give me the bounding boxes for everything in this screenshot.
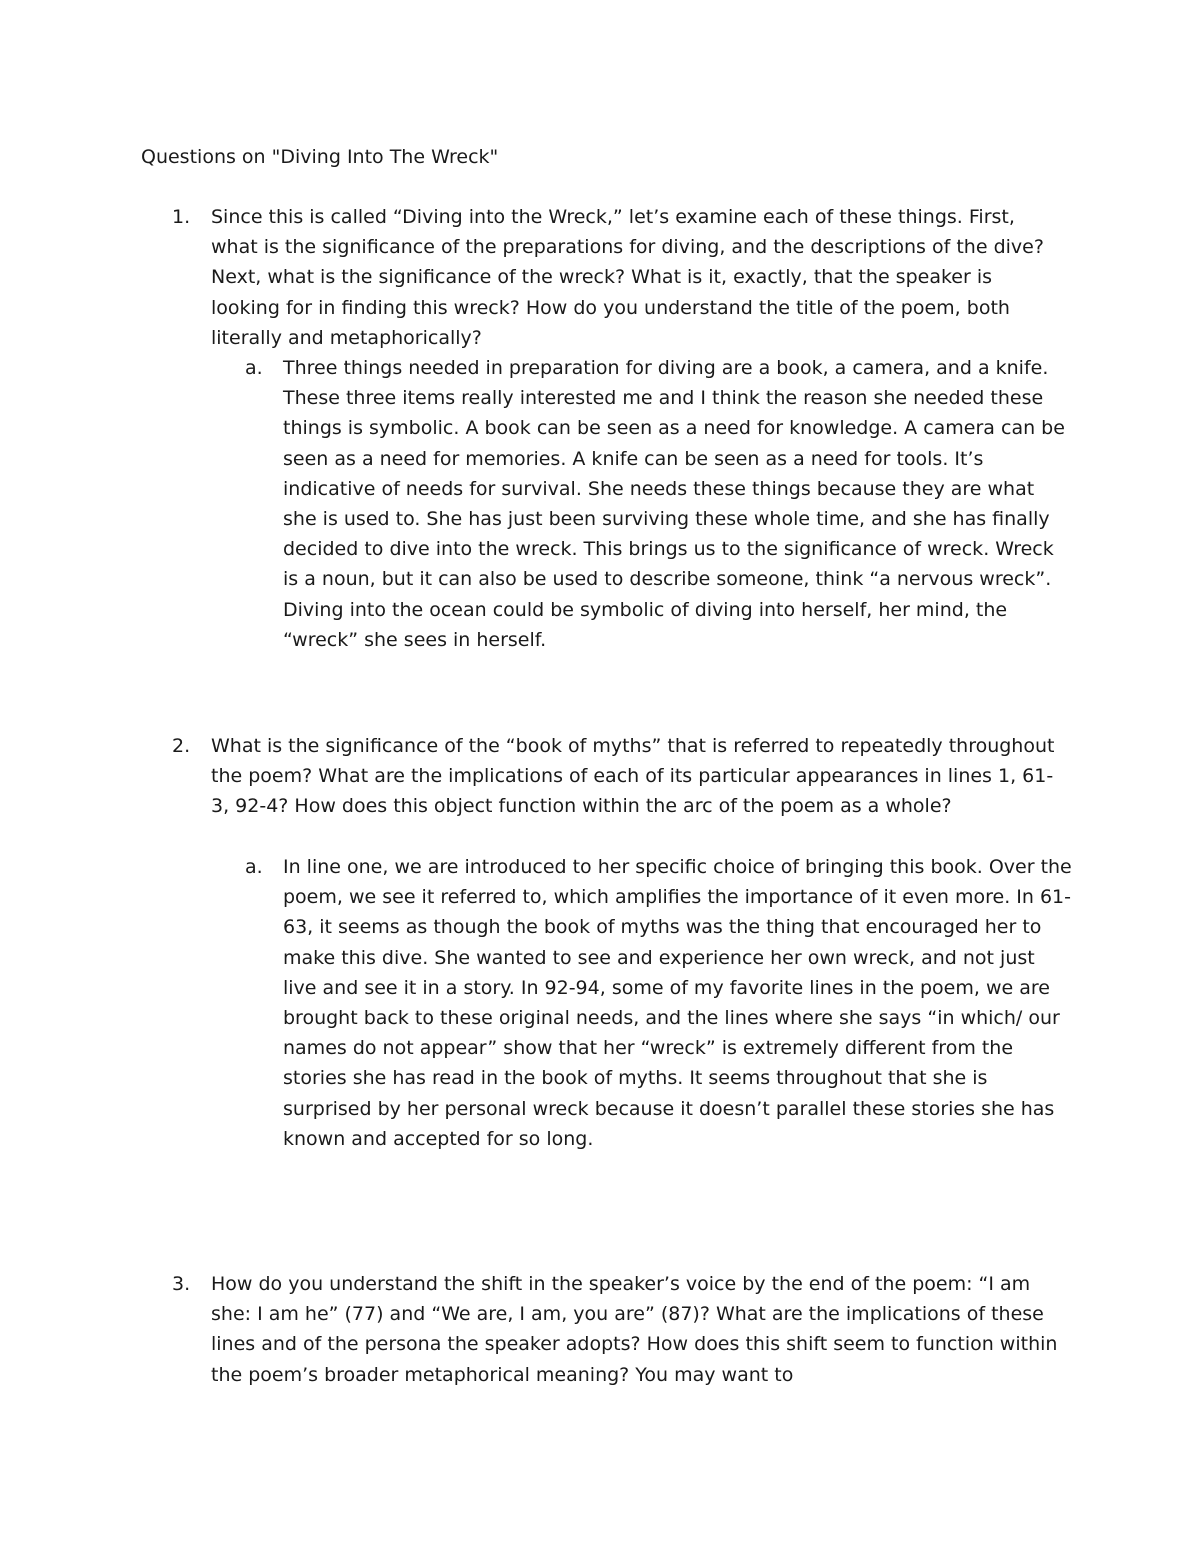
question-text: What is the significance of the “book of myths” that is referred to repeatedly throughout the poem? What are the implications of each of its particular appearances in lines 1, 61-3, 92-4? How does this object function within the arc of the poem as a whole? [211,735,1055,818]
page-title: Questions on "Diving Into The Wreck" [141,146,499,168]
question-text: Since this is called “Diving into the Wreck,” let’s examine each of these things. First, what is the significance of the preparations for diving, and the descriptions of the dive? Next, what is the significance of the wreck? What is it, exactly, that the speaker is looking for in finding this wreck? How do you understand the title of the poem, both literally and metaphorically? [211,206,1044,349]
answer-letter: a. [245,357,263,379]
answer-text: In line one, we are introduced to her specific choice of bringing this book. Over the poem, we see it referred to, which amplifies the importance of it even more. In 61-63, it seems as though the book of myths was the thing that encouraged her to make this dive. She wanted to see and experience her own wreck, and not just live and see it in a story. In 92-94, some of my favorite lines in the poem, we are brought back to these original needs, and the lines where she says “in which/ our names do not appear” show that her “wreck” is extremely different from the stories she has read in the book of myths. It seems throughout that she is surprised by her personal wreck because it doesn’t parallel these stories she has known and accepted for so long. [283,856,1072,1150]
question-number: 3. [172,1273,191,1295]
question-number: 2. [172,735,191,757]
question-number: 1. [172,206,191,228]
answer-letter: a. [245,856,263,878]
question-text: How do you understand the shift in the speaker’s voice by the end of the poem: “I am she: I am he” (77) and “We are, I am, you are” (87)? What are the implications of these lines and of the persona the speaker adopts? How does this shift seem to function within the poem’s broader metaphorical meaning? You may want to [211,1273,1058,1386]
answer-text: Three things needed in preparation for diving are a book, a camera, and a knife. These three items really interested me and I think the reason she needed these things is symbolic. A book can be seen as a need for knowledge. A camera can be seen as a need for memories. A knife can be seen as a need for tools. It’s indicative of needs for survival. She needs these things because they are what she is used to. She has just been surviving these whole time, and she has finally decided to dive into the wreck. This brings us to the significance of wreck. Wreck is a noun, but it can also be used to describe someone, think “a nervous wreck”. Diving into the ocean could be symbolic of diving into herself, her mind, the “wreck” she sees in herself. [283,357,1065,651]
